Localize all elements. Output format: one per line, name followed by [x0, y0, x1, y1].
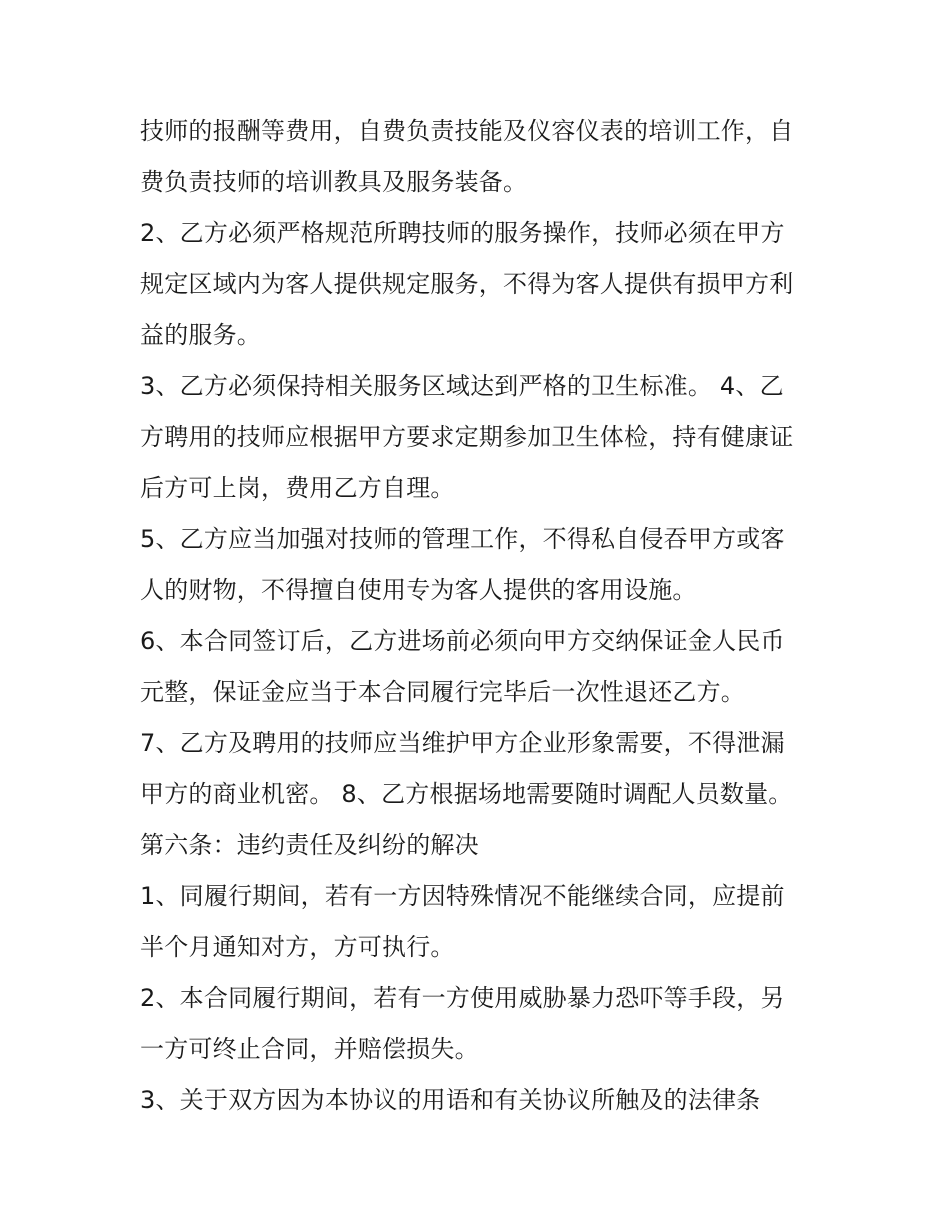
text-line: 6、本合同签订后，乙方进场前必须向甲方交纳保证金人民币 — [140, 627, 785, 655]
text-line: 3、关于双方因为本协议的用语和有关协议所触及的法律条 — [140, 1086, 761, 1114]
text-line: 1、同履行期间，若有一方因特殊情况不能继续合同，应提前 — [140, 882, 785, 910]
section-heading: 第六条：违约责任及纠纷的解决 — [140, 831, 479, 859]
text-line: 2、乙方必须严格规范所聘技师的服务操作，技师必须在甲方 — [140, 219, 785, 247]
text-line: 元整，保证金应当于本合同履行完毕后一次性退还乙方。 — [140, 678, 745, 706]
text-line: 人的财物，不得擅自使用专为客人提供的客用设施。 — [140, 576, 697, 604]
text-line: 2、本合同履行期间，若有一方使用威胁暴力恐吓等手段，另 — [140, 984, 785, 1012]
text-line: 一方可终止合同，并赔偿损失。 — [140, 1035, 479, 1063]
text-line: 5、乙方应当加强对技师的管理工作，不得私自侵吞甲方或客 — [140, 525, 785, 553]
text-line: 费负责技师的培训教具及服务装备。 — [140, 168, 528, 196]
text-line: 技师的报酬等费用，自费负责技能及仪容仪表的培训工作，自 — [140, 117, 794, 145]
text-line: 甲方的商业机密。 8、乙方根据场地需要随时调配人员数量。 — [140, 780, 793, 808]
text-line: 7、乙方及聘用的技师应当维护甲方企业形象需要，不得泄漏 — [140, 729, 785, 757]
text-line: 3、乙方必须保持相关服务区域达到严格的卫生标准。 4、乙 — [140, 372, 784, 400]
text-line: 后方可上岗，费用乙方自理。 — [140, 474, 455, 502]
text-line: 规定区域内为客人提供规定服务，不得为客人提供有损甲方利 — [140, 270, 794, 298]
contract-text-body — [140, 106, 820, 1126]
text-line: 半个月通知对方，方可执行。 — [140, 933, 455, 961]
text-line: 方聘用的技师应根据甲方要求定期参加卫生体检，持有健康证 — [140, 423, 794, 451]
text-line: 益的服务。 — [140, 321, 261, 349]
